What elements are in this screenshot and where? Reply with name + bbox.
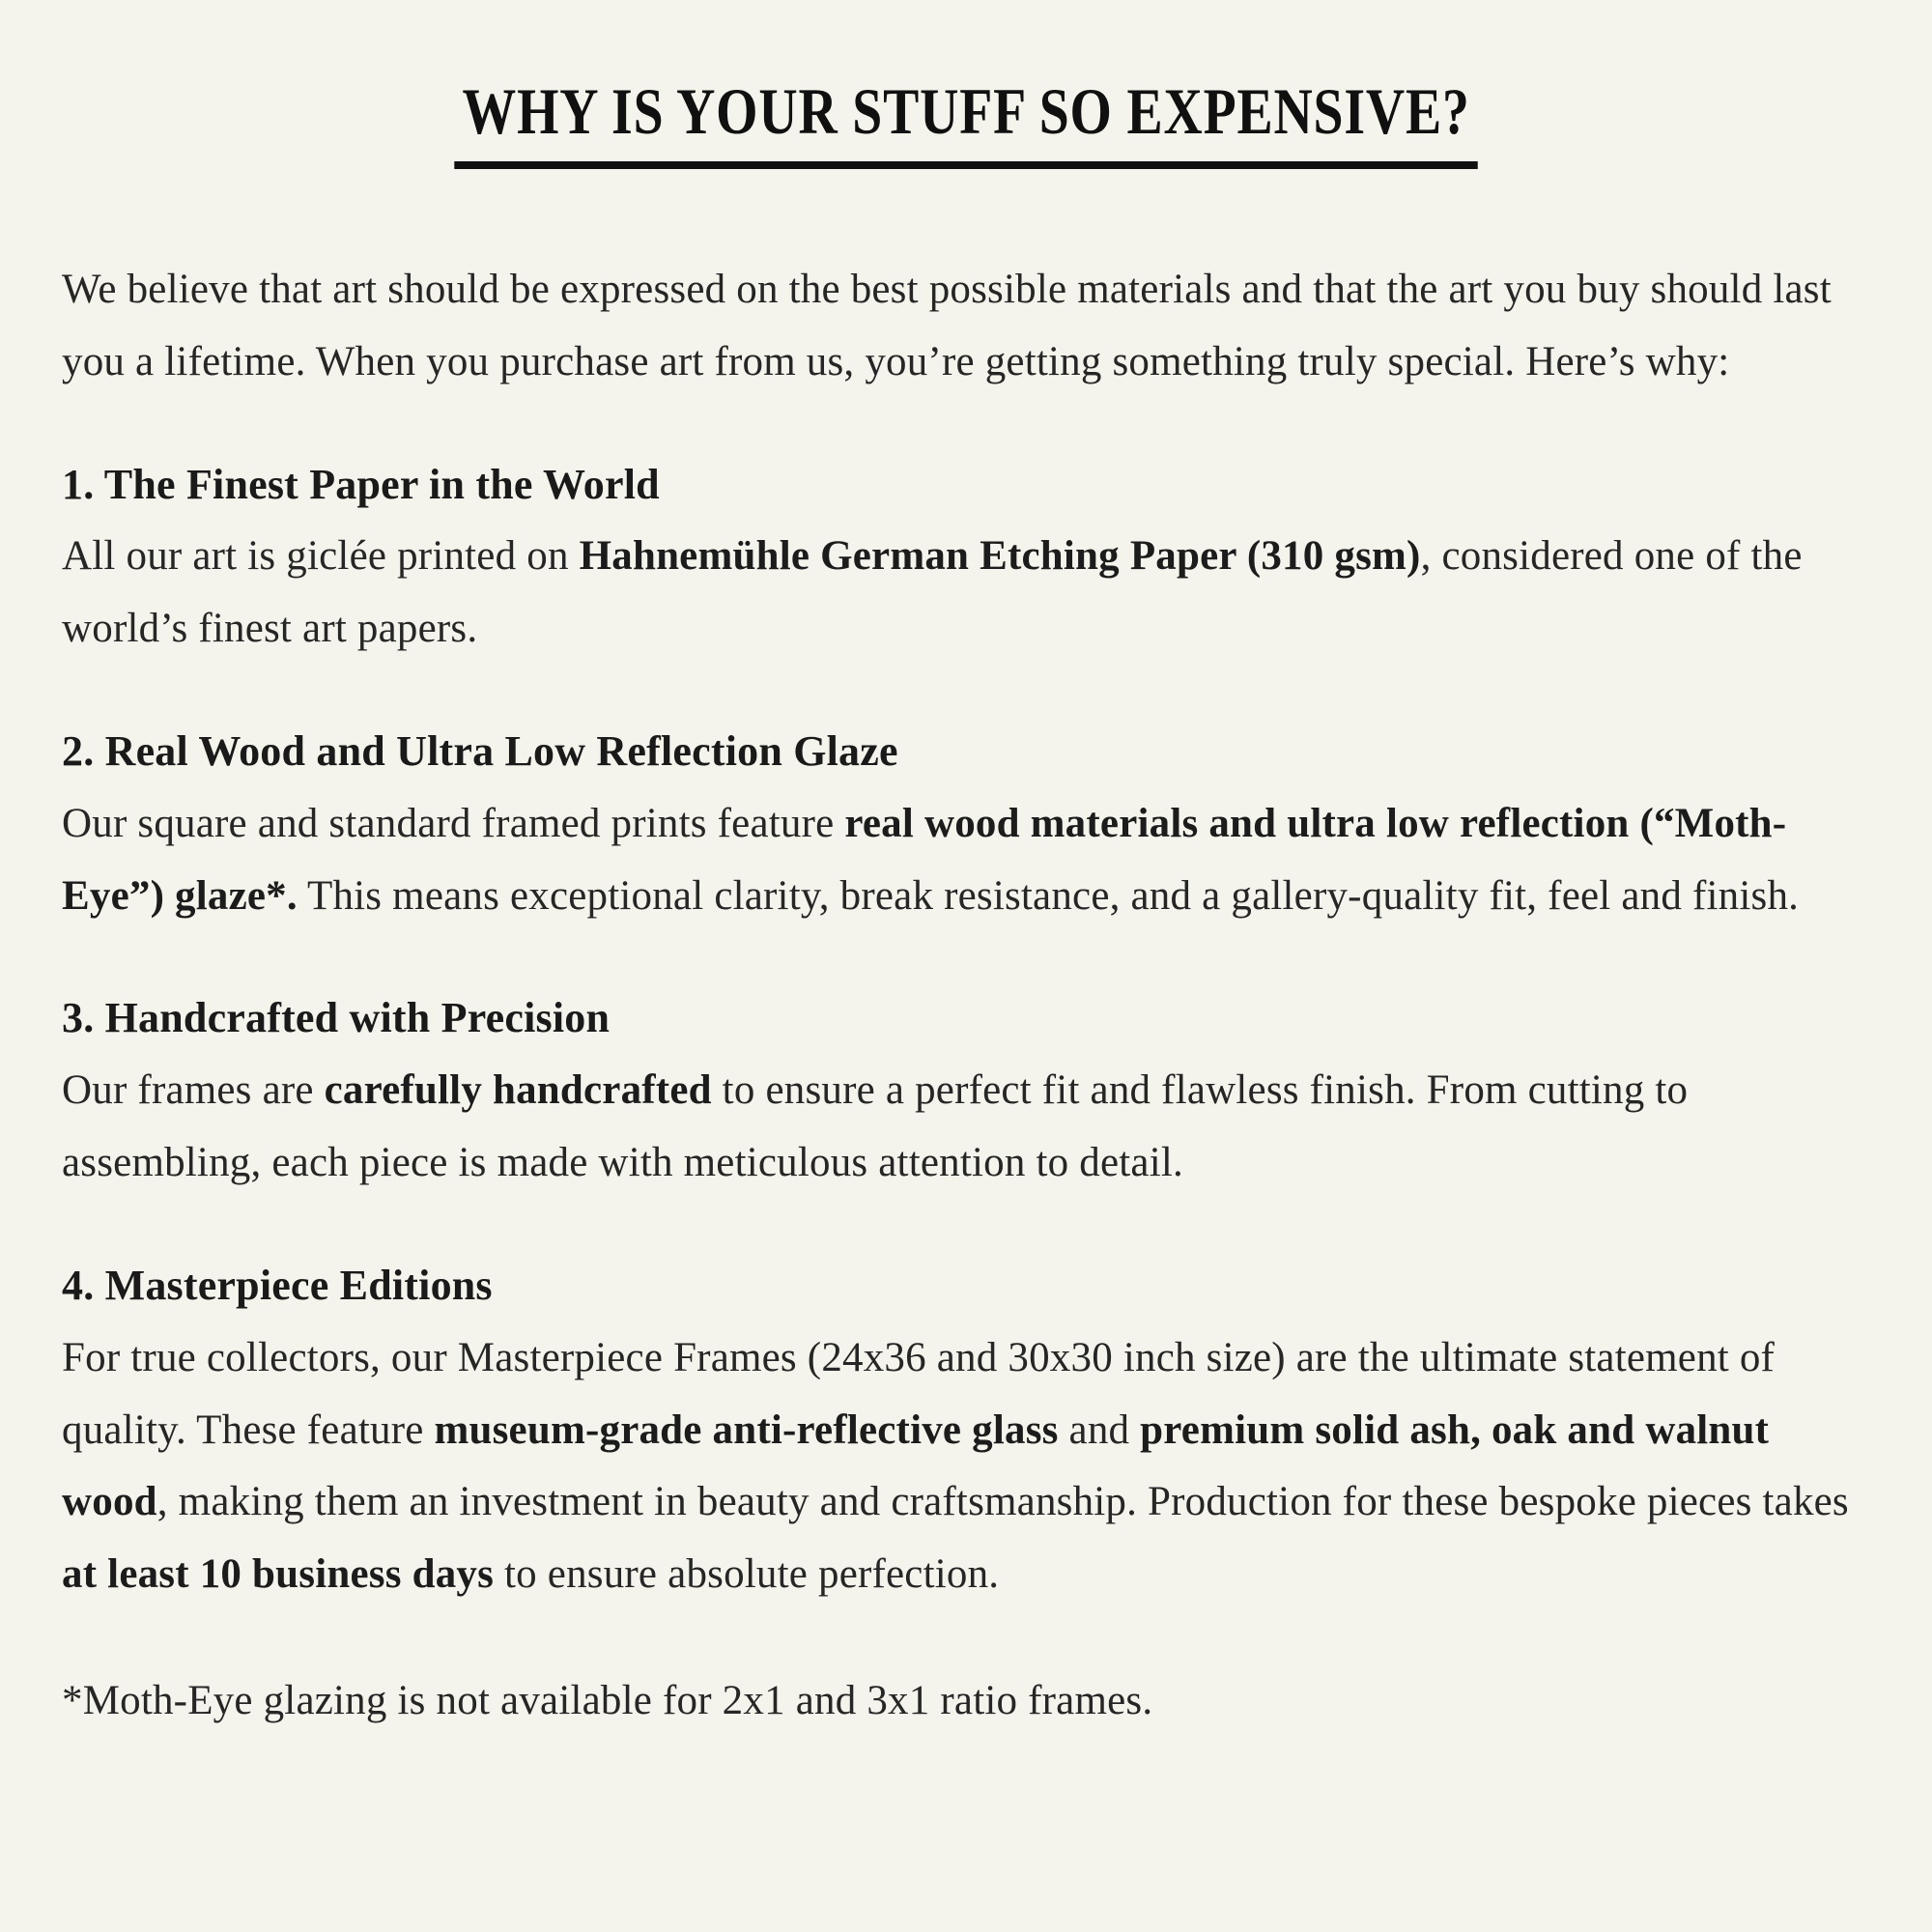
- section-heading-handcrafted: 3. Handcrafted with Precision: [62, 994, 611, 1042]
- section-heading-real-wood-glaze: 2. Real Wood and Ultra Low Reflection Glaze: [62, 727, 898, 776]
- page-title: [62, 68, 1870, 169]
- section-heading-finest-paper: 1. The Finest Paper in the World: [62, 460, 660, 508]
- section-body-real-wood-glaze: Our square and standard framed prints feature real wood materials and ultra low reflection (“Moth-Eye”) glaze*. This means exceptional clarity, break resistance, and a gallery-quality fit, feel and finish.: [62, 800, 1800, 919]
- section-masterpiece-editions: [62, 1250, 1870, 1611]
- section-body-finest-paper: All our art is giclée printed on Hahnemühle German Etching Paper (310 gsm), considered one of the world’s finest art papers.: [62, 533, 1803, 652]
- section-real-wood-glaze: [62, 716, 1870, 932]
- section-finest-paper: [62, 449, 1870, 666]
- section-body-masterpiece-editions: For true collectors, our Masterpiece Frames (24x36 and 30x30 inch size) are the ultimate statement of quality. These feature museum-grade anti-reflective glass and premium solid ash, oak and walnut wood, making them an investment in beauty and craftsmanship. Production for these bespoke pieces takes at least 10 business days to ensure absolute perfection.: [62, 1334, 1849, 1598]
- section-body-handcrafted: Our frames are carefully handcrafted to ensure a perfect fit and flawless finish. From cutting to assembling, each piece is made with meticulous attention to detail.: [62, 1067, 1689, 1186]
- footnote: *Moth-Eye glazing is not available for 2x1 and 3x1 ratio frames.: [62, 1677, 1153, 1723]
- section-heading-masterpiece-editions: 4. Masterpiece Editions: [62, 1261, 493, 1309]
- section-handcrafted: [62, 982, 1870, 1199]
- intro-paragraph: We believe that art should be expressed on the best possible materials and that the art you buy should last you a lifetime. When you purchase art from us, you’re getting something truly special. Here’s why:: [62, 267, 1832, 384]
- page-title-text: WHY IS YOUR STUFF SO EXPENSIVE?: [454, 68, 1478, 169]
